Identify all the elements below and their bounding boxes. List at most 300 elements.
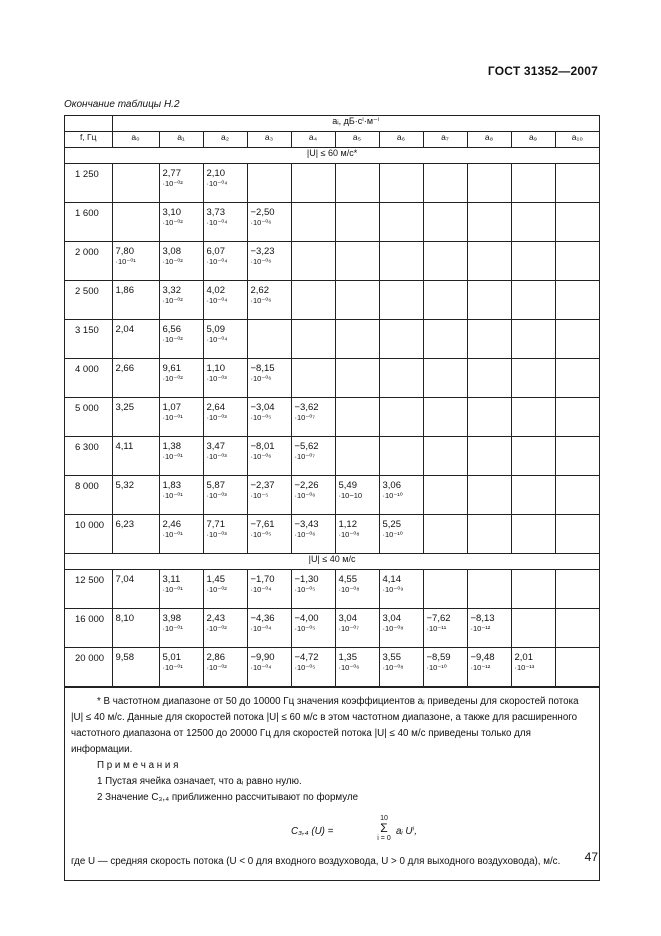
mantissa: −4,00 — [294, 613, 319, 624]
mantissa: −8,15 — [250, 363, 275, 374]
mantissa: −8,59 — [426, 652, 451, 663]
exponent: ·10⁻⁰³ — [206, 530, 227, 539]
coefficient-cell — [511, 609, 555, 648]
coefficient-cell — [335, 242, 379, 281]
mantissa: −2,26 — [294, 480, 319, 491]
coefficient-cell — [467, 476, 511, 515]
coefficient-cell — [112, 203, 159, 242]
mantissa: −1,70 — [250, 574, 275, 585]
exponent: ·10⁻⁰⁶ — [250, 257, 272, 266]
coefficient-cell — [511, 570, 555, 609]
coefficient-cell — [247, 203, 291, 242]
coefficient-cell — [112, 609, 159, 648]
coefficient-cell — [467, 281, 511, 320]
exponent: ·10⁻⁰¹ — [162, 491, 183, 500]
coefficient-cell — [467, 515, 511, 554]
coefficient-cell — [291, 242, 335, 281]
where-clause: где U — средняя скорость потока (U < 0 для входного воздуховода, U > 0 для выходного воздуховода), м/с. — [71, 856, 561, 867]
formula-sum — [374, 814, 394, 843]
mantissa: 3,06 — [382, 480, 401, 491]
exponent: ·10⁻⁰² — [206, 624, 227, 633]
coefficient-cell — [203, 515, 247, 554]
coefficient-cell — [203, 320, 247, 359]
mantissa: 4,02 — [206, 285, 225, 296]
exponent: ·10⁻⁰⁴ — [206, 296, 228, 305]
exponent: ·10⁻¹⁰ — [382, 491, 403, 500]
coefficient-cell — [467, 648, 511, 687]
exponent: ·10⁻⁰¹ — [162, 663, 183, 672]
column-header: a₅ — [335, 132, 379, 148]
coefficient-cell — [511, 164, 555, 203]
mantissa: −7,62 — [426, 613, 451, 624]
mantissa: 7,04 — [115, 574, 134, 585]
sum-sign: Σ — [380, 821, 388, 835]
exponent: ·10⁻⁰⁴ — [206, 218, 228, 227]
mantissa: 2,77 — [162, 168, 181, 179]
coefficient-cell — [379, 476, 423, 515]
column-header: a₂ — [203, 132, 247, 148]
coefficient-cell — [203, 164, 247, 203]
exponent: ·10⁻⁰³ — [206, 452, 227, 461]
coefficient-cell — [511, 476, 555, 515]
mantissa: −3,62 — [294, 402, 319, 413]
coefficient-cell — [112, 476, 159, 515]
column-header: a₃ — [247, 132, 291, 148]
mantissa: 1,35 — [338, 652, 357, 663]
exponent: ·10⁻⁰² — [162, 257, 183, 266]
coefficient-cell — [247, 359, 291, 398]
coefficient-cell — [291, 320, 335, 359]
coefficient-table — [65, 116, 599, 687]
coefficient-cell — [159, 570, 203, 609]
exponent: ·10−10 — [338, 491, 363, 500]
coefficient-cell — [467, 164, 511, 203]
coefficient-cell — [159, 281, 203, 320]
coefficient-cell — [467, 437, 511, 476]
mantissa: −9,48 — [470, 652, 495, 663]
mantissa: 8,10 — [115, 613, 134, 624]
exponent: ·10⁻⁰³ — [206, 413, 227, 422]
exponent: ·10⁻⁰² — [162, 218, 183, 227]
coefficient-cell — [112, 570, 159, 609]
frequency-cell: 2 500 — [65, 281, 112, 320]
exponent: ·10⁻¹² — [470, 663, 491, 672]
coefficient-cell — [555, 242, 599, 281]
mantissa: −2,50 — [250, 207, 275, 218]
mantissa: −1,30 — [294, 574, 319, 585]
mantissa: 3,98 — [162, 613, 181, 624]
coefficient-cell — [511, 437, 555, 476]
column-header: a₀ — [112, 132, 159, 148]
mantissa: 5,01 — [162, 652, 181, 663]
coefficient-cell — [247, 648, 291, 687]
coefficient-cell — [555, 359, 599, 398]
mantissa: 1,83 — [162, 480, 181, 491]
column-header: a₁₀ — [555, 132, 599, 148]
coefficient-cell — [423, 437, 467, 476]
coefficient-cell — [203, 203, 247, 242]
exponent: ·10⁻⁰² — [162, 374, 183, 383]
coefficient-cell — [379, 359, 423, 398]
mantissa: 1,45 — [206, 574, 225, 585]
mantissa: 7,71 — [206, 519, 225, 530]
coefficient-cell — [555, 203, 599, 242]
coefficient-cell — [112, 437, 159, 476]
coefficient-cell — [203, 476, 247, 515]
coefficient-cell — [159, 515, 203, 554]
exponent: ·10⁻⁰¹ — [162, 585, 183, 594]
exponent: ·10⁻⁰⁵ — [294, 624, 316, 633]
coefficient-cell — [112, 242, 159, 281]
coefficient-cell — [555, 609, 599, 648]
column-header: a₆ — [379, 132, 423, 148]
mantissa: 3,04 — [338, 613, 357, 624]
coefficient-cell — [112, 281, 159, 320]
coefficient-cell — [511, 203, 555, 242]
mantissa: 3,47 — [206, 441, 225, 452]
coefficient-cell — [467, 242, 511, 281]
column-header: a₄ — [291, 132, 335, 148]
table-row — [65, 398, 599, 437]
coefficient-cell — [467, 570, 511, 609]
table-row — [65, 648, 599, 687]
frequency-cell: 5 000 — [65, 398, 112, 437]
note-1: 1 Пустая ячейка означает, что aᵢ равно нулю. — [97, 776, 302, 787]
coefficient-cell — [423, 281, 467, 320]
coefficient-cell — [291, 164, 335, 203]
column-header: f, Гц — [65, 132, 112, 148]
coefficient-cell — [511, 281, 555, 320]
coefficient-cell — [247, 281, 291, 320]
coefficient-cell — [379, 203, 423, 242]
exponent: ·10⁻⁰² — [162, 179, 183, 188]
coefficient-cell — [159, 648, 203, 687]
coefficient-cell — [247, 476, 291, 515]
section-row — [65, 148, 599, 164]
coefficient-cell — [247, 242, 291, 281]
coefficient-cell — [112, 164, 159, 203]
coefficient-cell — [379, 515, 423, 554]
exponent: ·10⁻⁰⁸ — [382, 624, 404, 633]
exponent: ·10⁻¹³ — [514, 663, 535, 672]
exponent: ·10⁻⁰⁸ — [338, 530, 360, 539]
coefficient-cell — [555, 281, 599, 320]
coefficient-cell — [511, 359, 555, 398]
coefficient-cell — [247, 437, 291, 476]
exponent: ·10⁻⁰⁹ — [382, 585, 404, 594]
exponent: ·10⁻⁰² — [206, 585, 227, 594]
coefficient-cell — [291, 609, 335, 648]
exponent: ·10⁻¹² — [470, 624, 491, 633]
section-label: |U| ≤ 60 м/с* — [65, 148, 599, 164]
coefficient-cell — [467, 203, 511, 242]
mantissa: −4,36 — [250, 613, 275, 624]
column-header: a₇ — [423, 132, 467, 148]
mantissa: 3,10 — [162, 207, 181, 218]
mantissa: −3,23 — [250, 246, 275, 257]
coefficient-cell — [555, 164, 599, 203]
table-row — [65, 570, 599, 609]
coefficient-cell — [203, 609, 247, 648]
exponent: ·10⁻⁰⁴ — [250, 585, 272, 594]
mantissa: 3,25 — [115, 402, 134, 413]
exponent: ·10⁻⁵ — [250, 491, 269, 500]
mantissa: 2,43 — [206, 613, 225, 624]
mantissa: 3,08 — [162, 246, 181, 257]
exponent: ·10⁻⁰⁸ — [338, 585, 360, 594]
coefficient-cell — [423, 203, 467, 242]
exponent: ·10⁻⁰⁶ — [250, 374, 272, 383]
section-row — [65, 554, 599, 570]
mantissa: 2,46 — [162, 519, 181, 530]
coefficient-cell — [112, 320, 159, 359]
coefficient-cell — [423, 570, 467, 609]
frequency-cell: 12 500 — [65, 570, 112, 609]
exponent: ·10⁻⁰⁴ — [206, 179, 228, 188]
coefficient-group-header: aᵢ, дБ·сⁱ·м⁻ⁱ — [112, 116, 599, 132]
exponent: ·10⁻⁰⁸ — [382, 663, 404, 672]
coefficient-cell — [555, 437, 599, 476]
table-row — [65, 242, 599, 281]
mantissa: −8,01 — [250, 441, 275, 452]
coefficient-cell — [423, 164, 467, 203]
mantissa: 5,49 — [338, 480, 357, 491]
frequency-cell: 6 300 — [65, 437, 112, 476]
table-row — [65, 437, 599, 476]
coefficient-cell — [335, 281, 379, 320]
exponent: ·10⁻⁰¹ — [162, 624, 183, 633]
mantissa: 4,55 — [338, 574, 357, 585]
coefficient-cell — [555, 398, 599, 437]
exponent: ·10⁻⁰⁶ — [250, 296, 272, 305]
coefficient-cell — [555, 515, 599, 554]
mantissa: −3,04 — [250, 402, 275, 413]
coefficient-cell — [203, 437, 247, 476]
coefficient-cell — [423, 242, 467, 281]
frequency-cell: 4 000 — [65, 359, 112, 398]
exponent: ·10⁻⁰⁶ — [250, 452, 272, 461]
coefficient-cell — [511, 648, 555, 687]
exponent: ·10⁻⁰⁴ — [250, 624, 272, 633]
exponent: ·10⁻⁰¹ — [115, 257, 136, 266]
mantissa: 1,10 — [206, 363, 225, 374]
coefficient-cell — [511, 515, 555, 554]
mantissa: 5,32 — [115, 480, 134, 491]
footnote: * В частотном диапазоне от 50 до 10000 Гц значения коэффициентов aᵢ приведены для скоростей потока |U| ≤ 40 м/с. Данные для скоростей потока |U| ≤ 60 м/с в этом частотном диапазоне, а также для расширенного частотного диапазона от 12500 до 20000 Гц для скоростей потока |U| ≤ 40 м/с приведены только для информации. — [71, 696, 579, 755]
exponent: ·10⁻⁰⁴ — [206, 257, 228, 266]
exponent: ·10⁻⁰⁶ — [338, 663, 360, 672]
coefficient-cell — [159, 164, 203, 203]
coefficient-table-container — [64, 115, 600, 881]
exponent: ·10⁻⁰⁶ — [250, 218, 272, 227]
mantissa: 7,80 — [115, 246, 134, 257]
exponent: ·10⁻⁰¹ — [162, 452, 183, 461]
coefficient-cell — [159, 320, 203, 359]
formula-sum-bottom: i = 0 — [377, 835, 391, 842]
coefficient-cell — [203, 648, 247, 687]
coefficient-cell — [203, 570, 247, 609]
notes-title: П р и м е ч а н и я — [97, 760, 179, 771]
coefficient-cell — [379, 437, 423, 476]
coefficient-cell — [335, 515, 379, 554]
coefficient-cell — [159, 203, 203, 242]
coefficient-cell — [511, 242, 555, 281]
formula-rhs: aᵢ Uⁱ, — [396, 826, 417, 837]
mantissa: 1,38 — [162, 441, 181, 452]
coefficient-cell — [291, 281, 335, 320]
mantissa: 6,23 — [115, 519, 134, 530]
coefficient-cell — [555, 648, 599, 687]
coefficient-cell — [335, 437, 379, 476]
coefficient-cell — [335, 359, 379, 398]
coefficient-cell — [555, 320, 599, 359]
coefficient-cell — [467, 320, 511, 359]
exponent: ·10⁻⁰⁶ — [294, 491, 316, 500]
formula — [111, 814, 591, 848]
coefficient-cell — [112, 648, 159, 687]
coefficient-cell — [467, 398, 511, 437]
mantissa: −5,62 — [294, 441, 319, 452]
coefficient-cell — [291, 359, 335, 398]
coefficient-cell — [291, 648, 335, 687]
coefficient-cell — [379, 320, 423, 359]
exponent: ·10⁻⁰⁴ — [206, 335, 228, 344]
coefficient-cell — [555, 570, 599, 609]
mantissa: 5,25 — [382, 519, 401, 530]
mantissa: 3,55 — [382, 652, 401, 663]
coefficient-cell — [335, 648, 379, 687]
mantissa: 9,61 — [162, 363, 181, 374]
mantissa: 1,07 — [162, 402, 181, 413]
coefficient-cell — [247, 320, 291, 359]
frequency-cell: 8 000 — [65, 476, 112, 515]
formula-sum-top: 10 — [380, 815, 388, 822]
coefficient-cell — [335, 164, 379, 203]
mantissa: 1,86 — [115, 285, 134, 296]
frequency-cell: 10 000 — [65, 515, 112, 554]
mantissa: 3,32 — [162, 285, 181, 296]
coefficient-cell — [203, 242, 247, 281]
coefficient-cell — [423, 476, 467, 515]
exponent: ·10⁻⁰³ — [206, 491, 227, 500]
standard-designation: ГОСТ 31352—2007 — [487, 64, 598, 78]
coefficient-cell — [159, 359, 203, 398]
coefficient-cell — [247, 164, 291, 203]
coefficient-cell — [467, 609, 511, 648]
mantissa: 2,10 — [206, 168, 225, 179]
table-row — [65, 359, 599, 398]
table-row — [65, 281, 599, 320]
exponent: ·10⁻⁰² — [206, 663, 227, 672]
coefficient-cell — [247, 515, 291, 554]
table-row — [65, 515, 599, 554]
coefficient-cell — [203, 398, 247, 437]
coefficient-cell — [159, 398, 203, 437]
mantissa: 3,11 — [162, 574, 181, 585]
coefficient-cell — [112, 359, 159, 398]
coefficient-cell — [335, 203, 379, 242]
table-row — [65, 476, 599, 515]
coefficient-cell — [335, 570, 379, 609]
table-row — [65, 609, 599, 648]
header-empty-cell — [65, 116, 112, 132]
exponent: ·10⁻⁰⁵ — [294, 663, 316, 672]
coefficient-cell — [511, 398, 555, 437]
mantissa: 5,87 — [206, 480, 225, 491]
exponent: ·10⁻¹¹ — [426, 624, 447, 633]
frequency-cell: 3 150 — [65, 320, 112, 359]
table-row — [65, 320, 599, 359]
coefficient-cell — [423, 359, 467, 398]
mantissa: −3,43 — [294, 519, 319, 530]
exponent: ·10⁻⁰¹ — [162, 530, 183, 539]
mantissa: 1,12 — [338, 519, 357, 530]
mantissa: −2,37 — [250, 480, 275, 491]
coefficient-cell — [379, 609, 423, 648]
coefficient-cell — [291, 203, 335, 242]
notes-block — [65, 687, 599, 880]
coefficient-cell — [423, 609, 467, 648]
exponent: ·10⁻⁰¹ — [162, 413, 183, 422]
mantissa: −4,72 — [294, 652, 319, 663]
note-2: 2 Значение C₃,₄ приближенно рассчитывают по формуле — [97, 792, 359, 803]
table-row — [65, 164, 599, 203]
exponent: ·10⁻⁰⁴ — [250, 663, 272, 672]
exponent: ·10⁻⁰⁶ — [294, 530, 316, 539]
coefficient-cell — [291, 570, 335, 609]
coefficient-cell — [291, 476, 335, 515]
mantissa: −9,90 — [250, 652, 275, 663]
coefficient-cell — [379, 570, 423, 609]
exponent: ·10⁻⁰⁷ — [338, 624, 360, 633]
page-number: 47 — [584, 850, 598, 864]
exponent: ·10⁻⁰⁵ — [250, 530, 272, 539]
coefficient-cell — [291, 398, 335, 437]
mantissa: 2,86 — [206, 652, 225, 663]
coefficient-cell — [247, 398, 291, 437]
column-header: a₁ — [159, 132, 203, 148]
mantissa: 3,73 — [206, 207, 225, 218]
coefficient-cell — [203, 281, 247, 320]
coefficient-cell — [203, 359, 247, 398]
mantissa: 4,11 — [115, 441, 134, 452]
frequency-cell: 1 250 — [65, 164, 112, 203]
mantissa: 2,66 — [115, 363, 134, 374]
exponent: ·10⁻⁰³ — [206, 374, 227, 383]
column-header: a₉ — [511, 132, 555, 148]
coefficient-cell — [511, 320, 555, 359]
mantissa: 3,04 — [382, 613, 401, 624]
mantissa: 2,64 — [206, 402, 225, 413]
table-caption: Окончание таблицы Н.2 — [64, 99, 180, 110]
coefficient-cell — [335, 398, 379, 437]
coefficient-cell — [291, 437, 335, 476]
coefficient-cell — [555, 476, 599, 515]
exponent: ·10⁻⁰⁷ — [294, 413, 316, 422]
coefficient-cell — [335, 320, 379, 359]
exponent: ·10⁻¹⁰ — [426, 663, 447, 672]
mantissa: 6,07 — [206, 246, 225, 257]
exponent: ·10⁻⁰² — [162, 335, 183, 344]
exponent: ·10⁻⁰⁵ — [294, 585, 316, 594]
mantissa: 2,01 — [514, 652, 533, 663]
mantissa: 6,56 — [162, 324, 181, 335]
coefficient-cell — [379, 164, 423, 203]
mantissa: 4,14 — [382, 574, 401, 585]
coefficient-cell — [379, 281, 423, 320]
formula-lhs: C₃,₄ (U) = — [291, 826, 334, 837]
mantissa: 2,04 — [115, 324, 134, 335]
